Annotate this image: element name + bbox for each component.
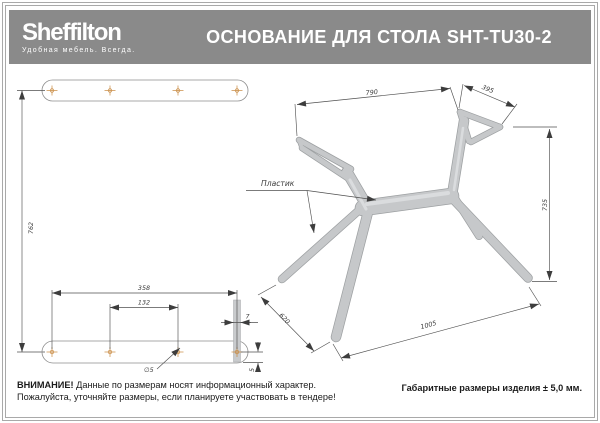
warning-text: Данные по размерам носят информационный характер. — [73, 380, 317, 390]
brand-tagline: Удобная мебель. Всегда. — [22, 46, 136, 54]
bottom-view-plate — [42, 300, 248, 363]
brand-name: Sheffilton — [22, 18, 121, 46]
warning-line-2: Пожалуйста, уточняйте размеры, если планируете участвовать в тендере! — [17, 391, 336, 402]
dim-label-5: 5 — [248, 367, 256, 373]
dim-762 — [17, 91, 45, 353]
tolerance-note: Габаритные размеры изделия ± 5,0 мм. — [401, 383, 582, 393]
dim-5 — [241, 342, 263, 372]
dim-label-620: 620 — [277, 311, 292, 326]
dim-358 — [52, 284, 237, 349]
warning-line-1 — [17, 380, 336, 392]
dim-label-762: 762 — [27, 221, 35, 235]
dim-790 — [295, 87, 458, 136]
dim-label-735: 735 — [541, 198, 549, 212]
hole-marker — [47, 347, 243, 357]
dim-1005 — [333, 287, 541, 361]
dim-label-132: 132 — [137, 298, 151, 307]
dim-label-1005: 1005 — [419, 319, 438, 332]
dim-label-358: 358 — [137, 284, 151, 292]
warning-bold: ВНИМАНИЕ! — [17, 380, 74, 390]
warning-note — [17, 380, 336, 403]
hole-marker — [47, 86, 243, 96]
dim-620 — [258, 285, 330, 353]
page-title: ОСНОВАНИЕ ДЛЯ СТОЛА SHT-TU30-2 — [206, 26, 552, 47]
material-label: Пластик — [261, 179, 295, 188]
dim-label-dia5: ∅5 — [144, 366, 154, 374]
dim-735 — [513, 127, 557, 282]
base-3d-render — [279, 112, 530, 341]
dim-label-395: 395 — [480, 83, 495, 96]
dim-label-790: 790 — [365, 87, 379, 98]
dim-label-7: 7 — [245, 312, 250, 321]
dim-132 — [110, 299, 178, 350]
top-view-plate — [42, 80, 248, 101]
